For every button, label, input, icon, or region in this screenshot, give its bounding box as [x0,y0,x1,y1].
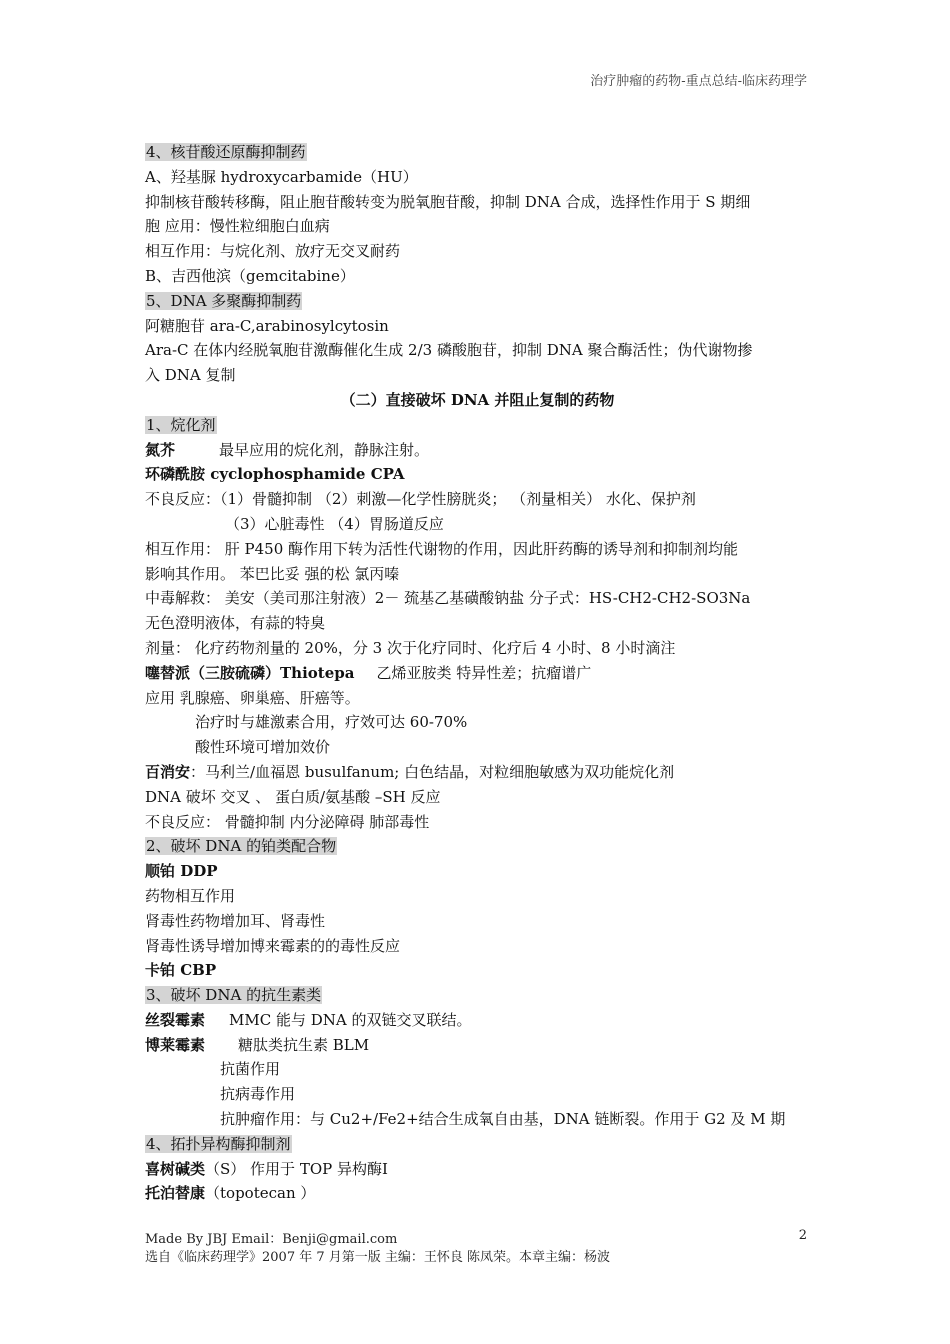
section-heading: 2、破坏 DNA 的铂类配合物 [146,837,337,856]
paragraph-line: 无色澄明液体，有蒜的特臭 [145,614,326,633]
paragraph-line: 入 DNA 复制 [145,366,236,385]
page-number: 2 [798,1228,807,1243]
drug-name: 噻替派（三胺硫磷）Thiotepa [145,663,355,682]
paragraph-line: B、吉西他滨（gemcitabine） [145,266,355,285]
section-heading: 4、核苷酸还原酶抑制药 [146,143,306,161]
footer-source: 选自《临床药理学》2007 年 7 月第一版 主编：王怀良 陈凤荣。本章主编：杨波 [145,1250,611,1265]
paragraph-line: 酸性环境可增加效价 [195,738,331,757]
paragraph-line: 肾毒性诱导增加博来霉素的的毒性反应 [145,936,401,955]
paragraph-line: 中毒解救： 美安（美司那注射液）2－ 巯基乙基磺酸钠盐 分子式：HS-CH2-CH2-SO3Na [145,589,751,608]
drug-name: 博莱霉素 [145,1035,206,1054]
paragraph-line: （3）心脏毒性 （4）胃肠道反应 [225,514,444,533]
section-heading: 3、破坏 DNA 的抗生素类 [146,986,322,1005]
footer-author: Made By JBJ Email：Benji@gmail.com [145,1232,398,1247]
paragraph-line: A、羟基脲 hydroxycarbamide（HU） [145,167,418,186]
paragraph-line: 相互作用：与烷化剂、放疗无交叉耐药 [145,242,401,261]
section-heading: 1、烷化剂 [146,415,216,434]
drug-description: （topotecan ） [205,1184,316,1203]
drug-name: 卡铂 CBP [145,961,217,980]
drug-description: 糖肽类抗生素 BLM [238,1035,370,1054]
paragraph-line: DNA 破坏 交叉 、 蛋白质/氨基酸 –SH 反应 [145,787,441,806]
paragraph-line: 治疗时与雄激素合用，疗效可达 60-70% [195,713,468,732]
paragraph-line: 肾毒性药物增加耳、肾毒性 [145,911,326,930]
drug-name: 托泊替康 [145,1184,206,1203]
drug-name: 顺铂 DDP [145,862,218,881]
paragraph-line: 不良反应： 骨髓抑制 内分泌障碍 肺部毒性 [145,812,430,831]
drug-name: 喜树碱类 [145,1159,206,1178]
paragraph-line: 剂量： 化疗药物剂量的 20%，分 3 次于化疗同时、化疗后 4 小时、8 小时滴注 [145,638,676,657]
drug-name: 环磷酰胺 cyclophosphamide CPA [145,465,405,484]
paragraph-line: 阿糖胞苷 ara-C,arabinosylcytosin [145,316,389,335]
drug-description: 乙烯亚胺类 特异性差；抗瘤谱广 [376,663,592,682]
paragraph-line: 抗病毒作用 [220,1085,296,1104]
paragraph-line: Ara-C 在体内经脱氧胞苷激酶催化生成 2/3 磷酸胞苷，抑制 DNA 聚合酶活性；伪代谢物掺 [145,341,753,360]
document-body [145,140,810,1206]
paragraph-line: 影响其作用。 苯巴比妥 强的松 氯丙嗪 [145,564,400,583]
section-heading: 4、拓扑异构酶抑制剂 [146,1134,291,1153]
paragraph-line: 应用 乳腺癌、卵巢癌、肝癌等。 [145,688,360,707]
part-title: （二）直接破坏 DNA 并阻止复制的药物 [340,390,615,409]
paragraph-line: 药物相互作用 [145,886,236,905]
paragraph-line: 相互作用： 肝 P450 酶作用下转为活性代谢物的作用，因此肝药酶的诱导剂和抑制剂均能 [145,539,739,558]
paragraph-line: 不良反应：（1）骨髓抑制 （2）刺激—化学性膀胱炎； （剂量相关） 水化、保护剂 [145,490,696,509]
drug-name: 氮芥 [145,440,176,459]
drug-name: 丝裂霉素 [145,1010,206,1029]
paragraph-line: 抗菌作用 [220,1060,281,1079]
drug-description: 最早应用的烷化剂，静脉注射。 [219,440,430,459]
drug-description: （S） 作用于 TOP 异构酶Ⅰ [205,1159,388,1178]
paragraph-line: 抑制核苷酸转移酶，阻止胞苷酸转变为脱氧胞苷酸，抑制 DNA 合成，选择性作用于 S 期细 [145,192,751,211]
drug-description: MMC 能与 DNA 的双链交叉联结。 [229,1010,472,1029]
drug-description: ：马利兰/血福恩 busulfanum; 白色结晶，对粒细胞敏感为双功能烷化剂 [190,762,675,781]
section-heading: 5、DNA 多聚酶抑制药 [146,291,302,310]
paragraph-line: 胞 应用：慢性粒细胞白血病 [145,217,330,236]
paragraph-line: 抗肿瘤作用：与 Cu2+/Fe2+结合生成氧自由基，DNA 链断裂。作用于 G2 及 M 期 [220,1110,786,1129]
drug-name: 百消安 [145,762,191,781]
running-header: 治疗肿瘤的药物-重点总结-临床药理学 [590,74,807,89]
